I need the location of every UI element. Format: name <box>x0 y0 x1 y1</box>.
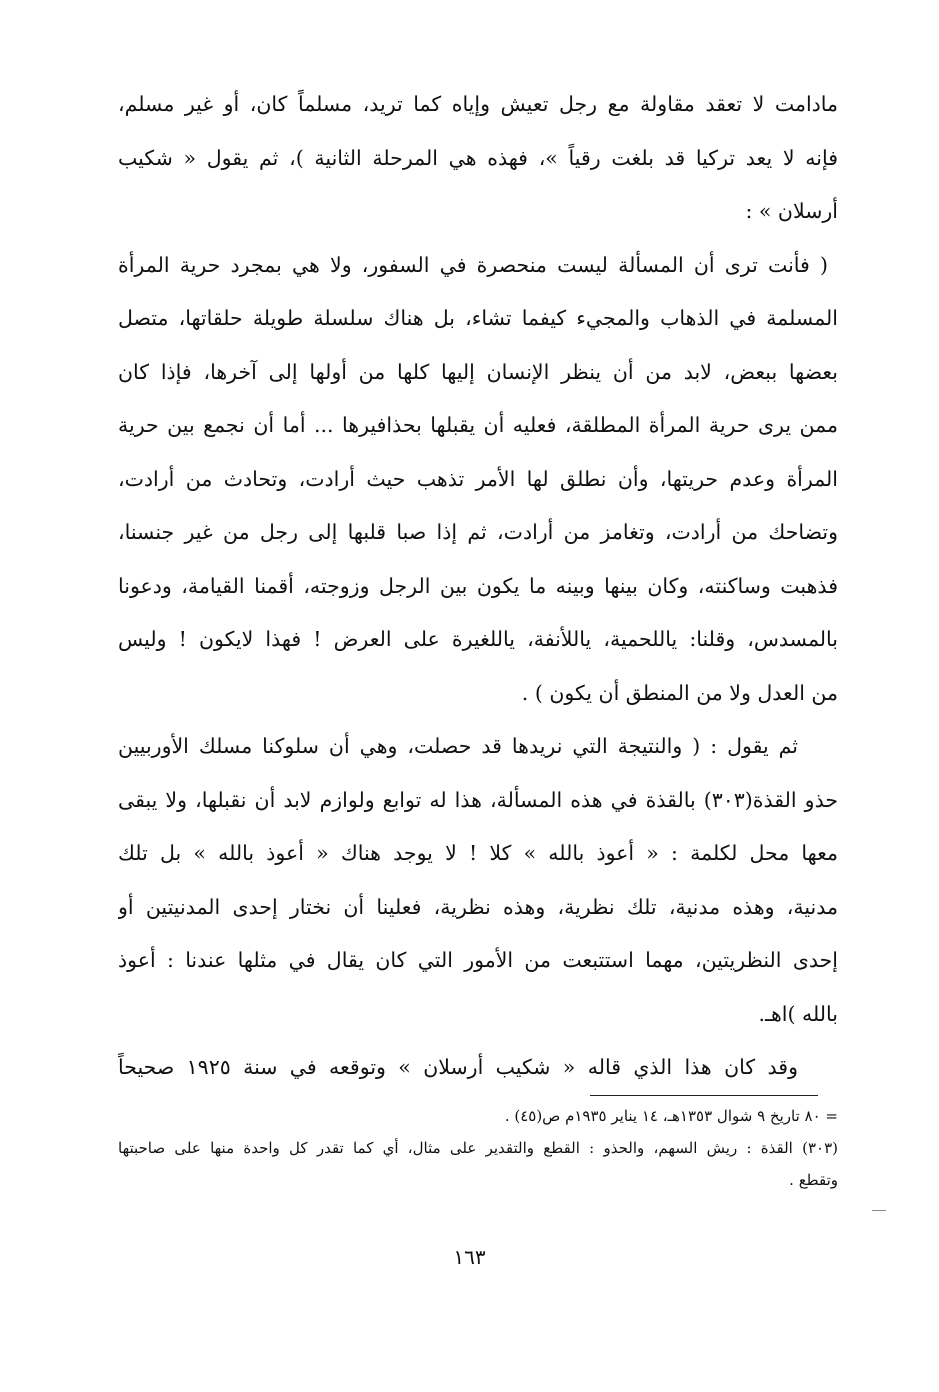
text-line: فإنه لا يعد تركيا قد بلغت رقياً »، فهذه هي المرحلة الثانية )، ثم يقول « شكيب <box>118 145 838 170</box>
text-line: إحدى النظريتين، مهما استتبعت من الأمور التي كان يقال في مثلها عندنا : أعوذ <box>118 948 838 972</box>
text-line: ممن يرى حرية المرأة المطلقة، فعليه أن يقبلها بحذافيرها ... أما أن نجمع بين حرية <box>118 413 838 437</box>
text-line: المرأة وعدم حريتها، وأن نطلق لها الأمر تذهب حيث أرادت، وتحادث من أرادت، <box>118 466 838 491</box>
text-line: المسلمة في الذهاب والمجيء كيفما تشاء، بل هناك سلسلة طويلة حلقاتها، متصل <box>118 306 838 330</box>
footnotes <box>118 1100 838 1196</box>
footnote-line: وتقطع . <box>789 1171 838 1189</box>
text-line: حذو القذة(٣٠٣) بالقذة في هذه المسألة، هذا له توابع ولوازم لابد أن نقبلها، ولا يبقى <box>118 787 838 812</box>
text-line: بالله )اهـ. <box>758 1001 838 1026</box>
text-line: وتضاحك من أرادت، وتغامز من أرادت، ثم إذا صبا قلبها إلى رجل من غير جنسنا، <box>118 520 838 544</box>
text-line: بالمسدس، وقلنا: ياللحمية، ياللأنفة، ياللغيرة على العرض ! فهذا لايكون ! وليس <box>118 627 838 651</box>
margin-mark <box>872 1210 886 1211</box>
text-line: بعضها ببعض، لابد من أن ينظر الإنسان إليها كلها من أولها إلى آخرها، فإذا كان <box>118 359 838 384</box>
text-line: من العدل ولا من المنطق أن يكون ) . <box>521 680 838 705</box>
footnote-divider <box>590 1095 818 1096</box>
text-line: ثم يقول : ( والنتيجة التي نريدها قد حصلت، وهي أن سلوكنا مسلك الأوربيين <box>118 734 798 758</box>
text-line: فذهبت وساكنته، وكان بينها وبينه ما يكون بين الرجل وزوجته، أقمنا القيامة، ودعونا <box>118 573 838 598</box>
text-line: ( فأنت ترى أن المسألة ليست منحصرة في السفور، ولا هي بمجرد حرية المرأة <box>118 252 828 277</box>
text-line: مدنية، وهذه مدنية، تلك نظرية، وهذه نظرية، فعلينا أن نختار إحدى المدنيتين أو <box>118 894 838 919</box>
text-line: أرسلان » : <box>745 199 838 223</box>
page-number: ١٦٣ <box>453 1245 486 1269</box>
footnote-line: = ٨٠ تاريخ ٩ شوال ١٣٥٣هـ، ١٤ يناير ١٩٣٥م ص(٤٥) . <box>504 1107 838 1125</box>
main-text <box>118 78 838 1095</box>
text-line: وقد كان هذا الذي قاله « شكيب أرسلان » وتوقعه في سنة ١٩٢٥ صحيحاً <box>118 1055 798 1079</box>
footnote-line: (٣٠٣) القذة : ريش السهم، والحذو : القطع والتقدير على مثال، أي كما تقدر كل واحدة منها على صاحبتها <box>118 1139 838 1157</box>
text-line: مادامت لا تعقد مقاولة مع رجل تعيش وإياه كما تريد، مسلماً كان، أو غير مسلم، <box>118 92 838 116</box>
text-line: معها محل لكلمة : « أعوذ بالله » كلا ! لا يوجد هناك « أعوذ بالله » بل تلك <box>118 841 838 865</box>
